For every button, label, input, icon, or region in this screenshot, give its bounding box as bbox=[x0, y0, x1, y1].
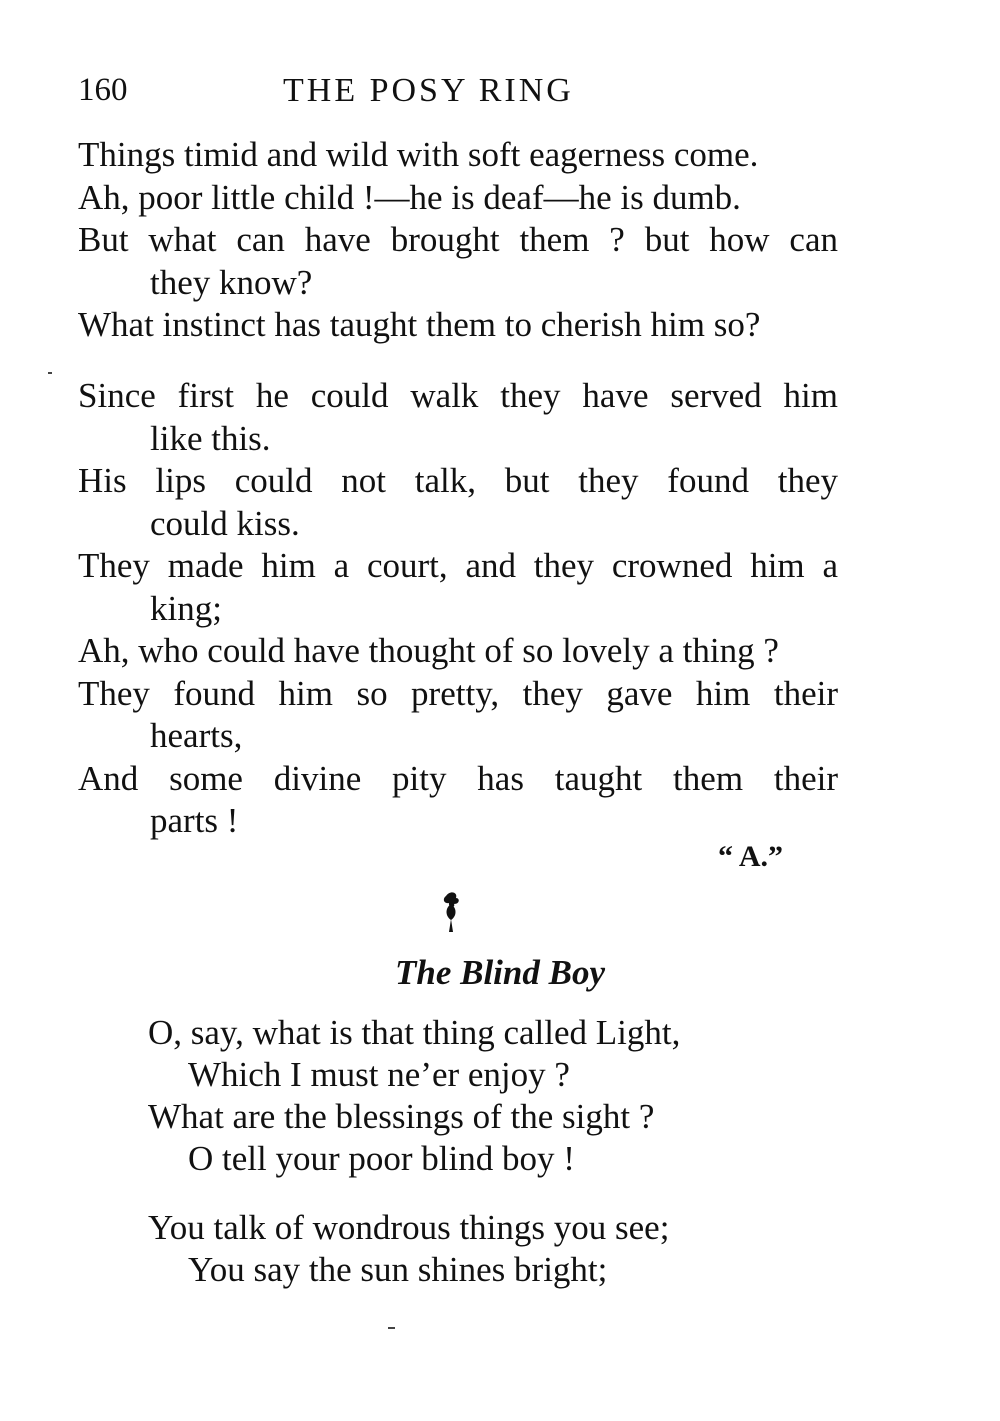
verse-line: Ah, poor little child !—he is deaf—he is dumb. bbox=[78, 177, 741, 217]
verse-line: O tell your poor blind boy ! bbox=[188, 1139, 575, 1178]
stanza-2 bbox=[78, 375, 838, 843]
running-title: THE POSY RING bbox=[283, 72, 574, 109]
page-header bbox=[78, 72, 838, 122]
verse-line: They found him so pretty, they gave him their bbox=[78, 673, 838, 713]
attribution: “ A.” bbox=[718, 840, 784, 873]
poem-stanza-1 bbox=[148, 1012, 848, 1180]
verse-line-continuation: parts ! bbox=[150, 801, 239, 840]
verse-line: And some divine pity has taught them their bbox=[78, 758, 838, 798]
verse-line-continuation: like this. bbox=[150, 418, 271, 458]
scan-speck bbox=[48, 372, 52, 374]
verse-line: What are the blessings of the sight ? bbox=[148, 1097, 655, 1136]
verse-line: Which I must ne’er enjoy ? bbox=[188, 1055, 570, 1094]
verse-line: But what can have brought them ? but how can bbox=[78, 220, 838, 259]
verse-line-continuation: could kiss. bbox=[150, 503, 300, 543]
floral-ornament-icon bbox=[436, 890, 466, 934]
verse-line-continuation: hearts, bbox=[150, 716, 243, 755]
verse-line: What instinct has taught them to cherish him so? bbox=[78, 305, 761, 344]
verse-line: Things timid and wild with soft eagerness come. bbox=[78, 135, 759, 174]
scan-speck bbox=[388, 1327, 395, 1329]
verse-line: Ah, who could have thought of so lovely a thing ? bbox=[78, 631, 779, 670]
verse-line: O, say, what is that thing called Light, bbox=[148, 1013, 681, 1052]
verse-line: Since first he could walk they have served him bbox=[78, 376, 838, 415]
verse-line: They made him a court, and they crowned him a bbox=[78, 546, 838, 585]
stanza-1 bbox=[78, 134, 838, 347]
verse-line: You talk of wondrous things you see; bbox=[148, 1208, 670, 1247]
verse-line-continuation: king; bbox=[150, 588, 222, 628]
verse-line: His lips could not talk, but they found they bbox=[78, 461, 838, 500]
poem-stanza-2 bbox=[148, 1207, 848, 1291]
verse-line: You say the sun shines bright; bbox=[188, 1250, 608, 1289]
page-number: 160 bbox=[78, 72, 128, 108]
verse-line-continuation: they know? bbox=[150, 262, 313, 302]
poem-title: The Blind Boy bbox=[394, 953, 606, 992]
